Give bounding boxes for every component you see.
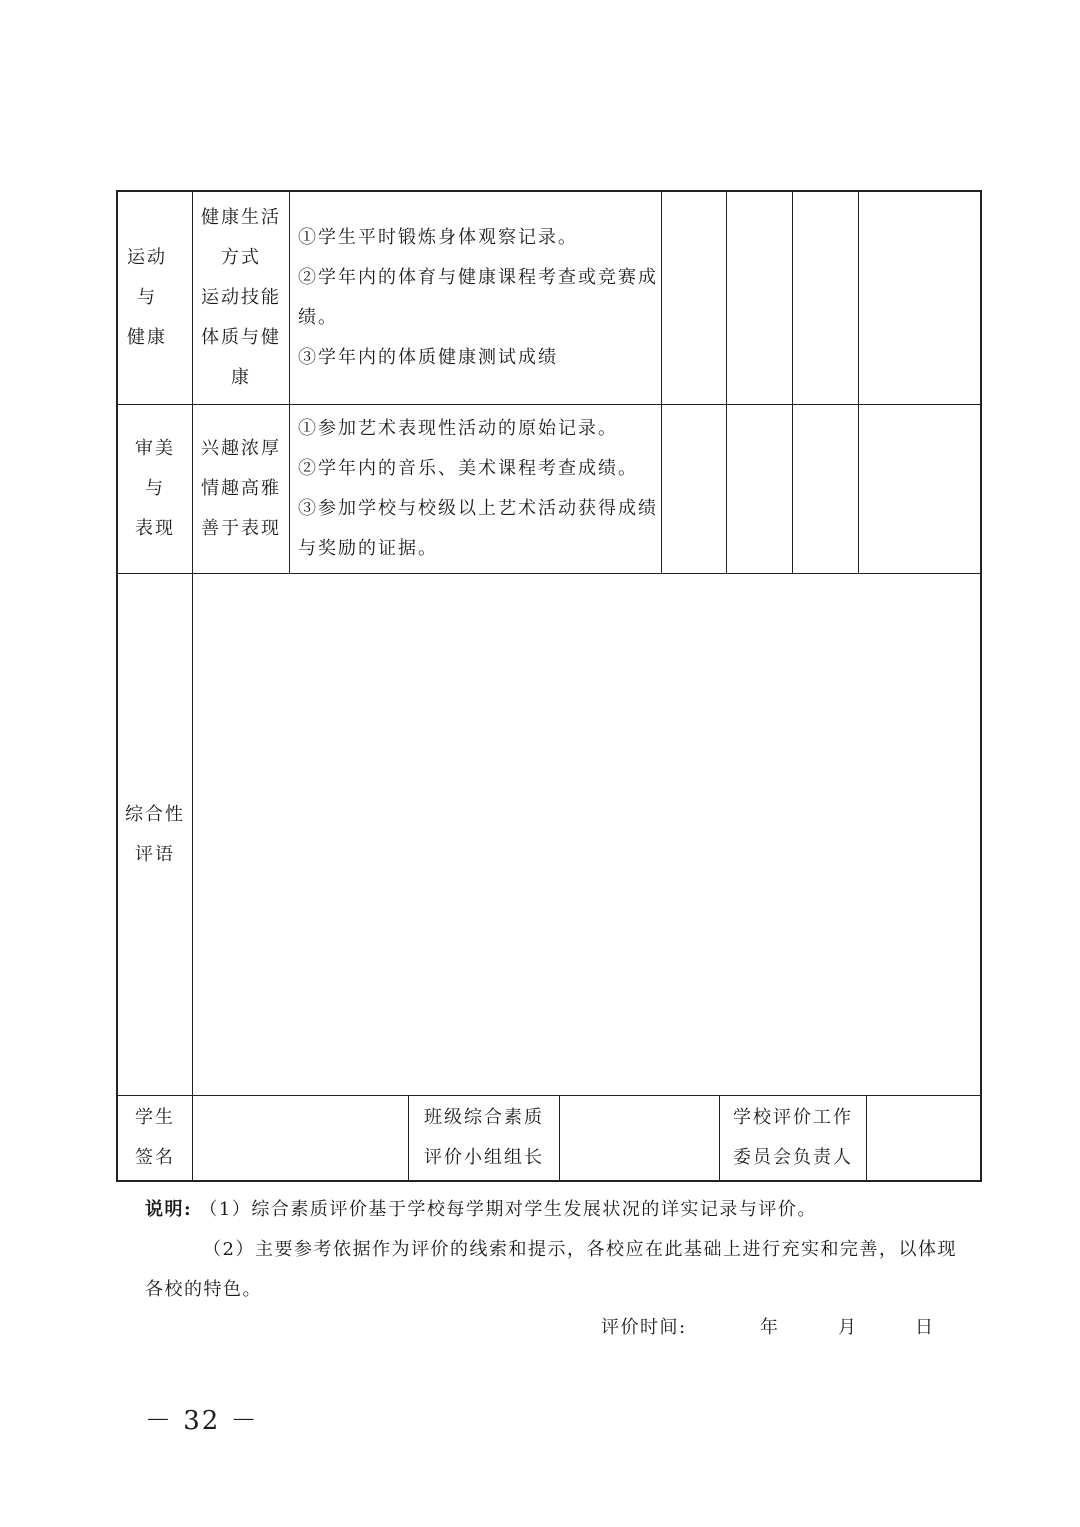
comprehensive-comment-area[interactable] — [193, 574, 980, 1095]
signature-label-text: 签名 — [135, 1147, 175, 1168]
evidence-text: ②学年内的体育与健康课程考查或竞赛成 — [298, 267, 658, 288]
date-day-label: 日 — [915, 1317, 935, 1338]
student-signature-field[interactable] — [193, 1096, 408, 1180]
elements-sport-health — [193, 192, 289, 404]
date-year-label: 年 — [760, 1317, 780, 1338]
evidence-text: ②学年内的音乐、美术课程考查成绩。 — [298, 458, 638, 479]
category-text: 表现 — [135, 518, 175, 539]
date-month-label: 月 — [838, 1317, 858, 1338]
column-divider — [858, 190, 859, 574]
class-leader-label — [409, 1096, 559, 1180]
table-right-border — [980, 190, 982, 1182]
category-text: 与 — [137, 287, 157, 308]
element-text: 健康生活 — [201, 207, 281, 228]
element-text: 方式 — [221, 247, 261, 268]
category-text: 审美 — [135, 438, 175, 459]
page-number: － 32 － — [145, 1406, 259, 1436]
signature-label-text: 学校评价工作 — [733, 1107, 853, 1128]
comment-label-text: 评语 — [135, 843, 175, 865]
element-text: 康 — [231, 367, 251, 388]
evidence-text: ①学生平时锻炼身体观察记录。 — [298, 227, 578, 248]
column-divider — [661, 190, 662, 574]
category-text: 与 — [145, 478, 165, 499]
evaluation-date-label: 评价时间: — [601, 1317, 687, 1338]
evidence-text: 绩。 — [298, 307, 338, 328]
evidence-text: ③参加学校与校级以上艺术活动获得成绩 — [298, 498, 658, 519]
notes-heading: 说明: — [145, 1199, 193, 1220]
elements-aesthetics — [193, 405, 289, 573]
element-text: 善于表现 — [201, 518, 281, 539]
evidence-text: 与奖励的证据。 — [298, 538, 438, 559]
element-text: 体质与健 — [201, 327, 281, 348]
column-divider — [792, 190, 793, 574]
school-head-label — [720, 1096, 866, 1180]
category-aesthetics — [126, 405, 184, 573]
signature-label-text: 班级综合素质 — [424, 1107, 544, 1128]
signature-label-text: 委员会负责人 — [733, 1147, 853, 1168]
signature-label-text: 评价小组组长 — [424, 1147, 544, 1168]
notes-line-1 — [145, 1195, 817, 1221]
notes-line-2: （2）主要参考依据作为评价的线索和提示，各校应在此基础上进行充实和完善，以体现 — [203, 1239, 957, 1260]
element-text: 兴趣浓厚 — [201, 438, 281, 459]
signature-label-text: 学生 — [135, 1107, 175, 1128]
evidence-text: ①参加艺术表现性活动的原始记录。 — [298, 418, 618, 439]
evidence-text: ③学年内的体质健康测试成绩 — [298, 347, 558, 368]
student-signature-label — [118, 1096, 192, 1180]
comprehensive-comment-label — [118, 574, 192, 1095]
notes-line-3: 各校的特色。 — [145, 1279, 262, 1300]
class-leader-signature-field[interactable] — [560, 1096, 719, 1180]
notes-text: （1）综合素质评价基于学校每学期对学生发展状况的详实记录与评价。 — [199, 1199, 817, 1220]
element-text: 情趣高雅 — [201, 478, 281, 499]
comment-label-text: 综合性 — [125, 803, 185, 825]
column-divider — [289, 190, 290, 574]
category-text: 运动 — [127, 247, 167, 268]
column-divider — [726, 190, 727, 574]
evidence-sport-health — [298, 192, 660, 404]
school-head-signature-field[interactable] — [867, 1096, 980, 1180]
category-text: 健康 — [127, 327, 167, 348]
table-bottom-border — [116, 1180, 982, 1182]
evidence-aesthetics — [298, 405, 660, 573]
element-text: 运动技能 — [201, 287, 281, 308]
category-sport-health — [118, 192, 176, 404]
